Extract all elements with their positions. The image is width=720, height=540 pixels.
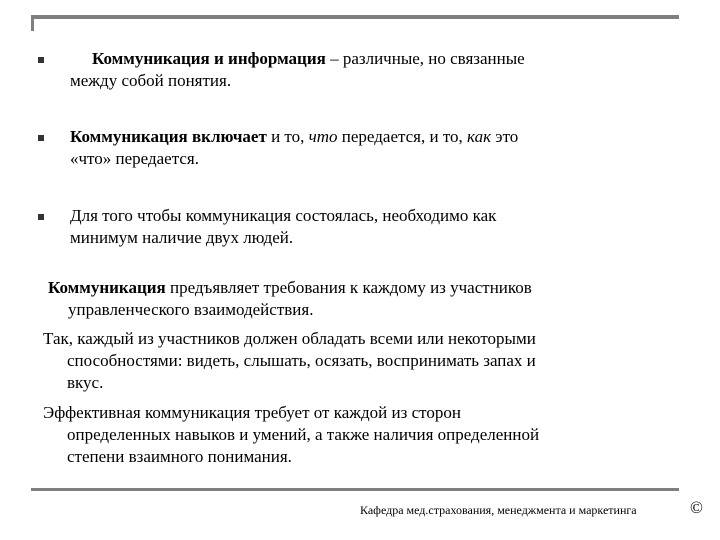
copyright-icon: © [690, 498, 703, 517]
bold-term: Коммуникация включает [70, 127, 267, 146]
paragraph-3: Эффективная коммуникация требует от каждой из сторон определенных навыков и умений, а также наличия определенной степени взаимного понимания. [43, 403, 540, 466]
bottom-rule [31, 488, 679, 491]
bold-term: Коммуникация и информация [92, 49, 326, 68]
paragraph-2: Так, каждый из участников должен обладать всеми или некоторыми способностями: видеть, слышать, осязать, воспринимать запах и вкус. [43, 329, 536, 392]
bold-term: Коммуникация [48, 278, 166, 297]
left-rule-tick [31, 15, 34, 31]
paragraph-1: Коммуникация предъявляет требования к каждому из участников управленческого взаимодействия. [48, 278, 532, 319]
bullet-text: Для того чтобы коммуникация состоялась, необходимо как минимум наличие двух людей. [70, 206, 497, 247]
square-bullet-icon [38, 57, 44, 63]
bullet-text: Коммуникация включает и то, что передается, и то, как это «что» передается. [70, 127, 519, 168]
top-rule [31, 15, 679, 19]
square-bullet-icon [38, 135, 44, 141]
bullet-text: Коммуникация и информация – различные, но связанные между собой понятия. [70, 49, 525, 90]
footer-text: Кафедра мед.страхования, менеджмента и маркетинга [360, 503, 637, 517]
square-bullet-icon [38, 214, 44, 220]
